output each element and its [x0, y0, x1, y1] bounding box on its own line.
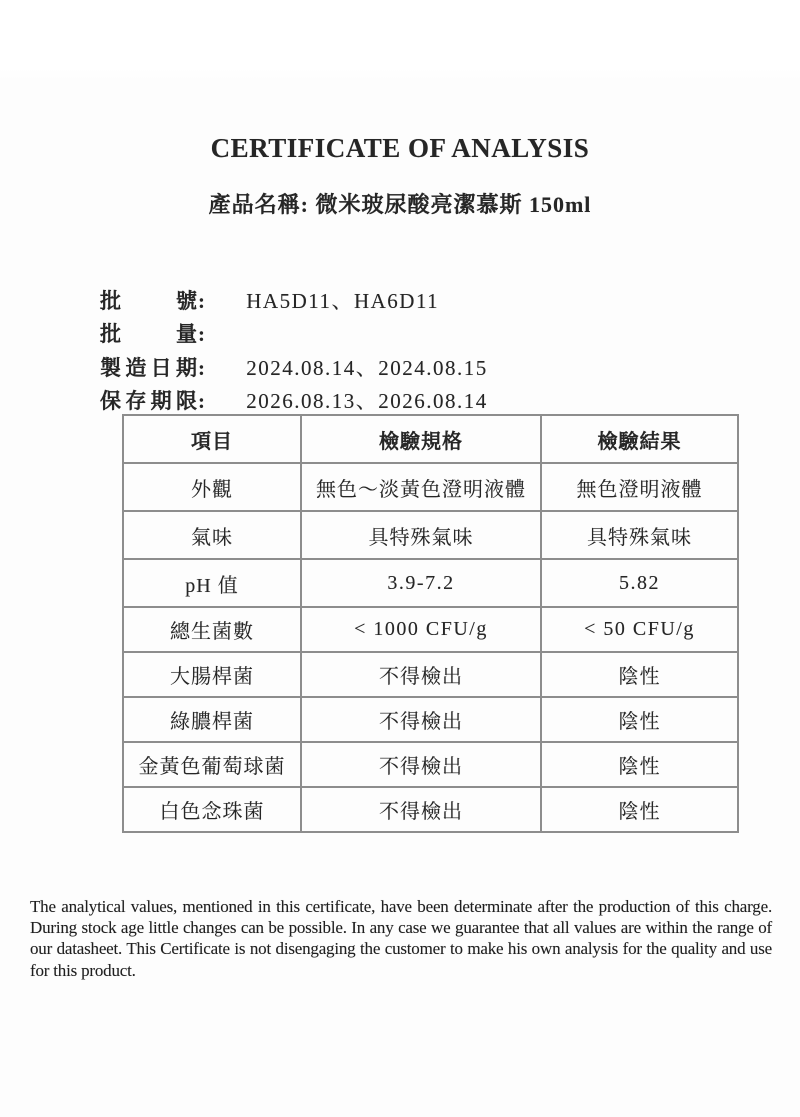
table-cell-spec: 不得檢出: [301, 652, 541, 697]
header-item: 項目: [123, 415, 301, 463]
manufacture-date-line: [100, 352, 660, 385]
table-header-row: [123, 415, 738, 463]
table-row-odor: [123, 511, 738, 559]
table-cell-spec: 不得檢出: [301, 787, 541, 832]
expiry-date-colon: :: [198, 389, 205, 414]
table-cell-result: 陰性: [541, 742, 738, 787]
table-cell-spec: 3.9-7.2: [301, 559, 541, 607]
table-cell-item: 氣味: [123, 511, 301, 559]
table-cell-item: 外觀: [123, 463, 301, 511]
batch-info-block: [100, 285, 660, 419]
table-row-total-bacteria: [123, 607, 738, 652]
table-cell-item: 大腸桿菌: [123, 652, 301, 697]
batch-number-label: 批號: [100, 289, 197, 313]
manufacture-date-colon: :: [198, 355, 205, 380]
table-cell-result: 具特殊氣味: [541, 511, 738, 559]
table-row-candida: [123, 787, 738, 832]
certificate-title: CERTIFICATE OF ANALYSIS: [210, 133, 590, 163]
table-cell-item: pH 值: [123, 559, 301, 607]
header-result: 檢驗結果: [541, 415, 738, 463]
batch-number-line: [100, 285, 660, 318]
table-cell-item: 總生菌數: [123, 607, 301, 652]
batch-number-colon: :: [198, 289, 205, 313]
table-cell-spec: 具特殊氣味: [301, 511, 541, 559]
expiry-date-value: 2026.08.13、2026.08.14: [246, 389, 488, 414]
product-name-line: [0, 188, 800, 219]
product-name-value: 微米玻尿酸亮潔慕斯 150ml: [315, 192, 592, 217]
table-cell-item: 金黃色葡萄球菌: [123, 742, 301, 787]
batch-number-value: HA5D11、HA6D11: [246, 289, 440, 313]
table-cell-result: 陰性: [541, 697, 738, 742]
table-cell-spec: < 1000 CFU/g: [301, 607, 541, 652]
manufacture-date-value: 2024.08.14、2024.08.15: [246, 355, 488, 380]
product-name-label: 產品名稱:: [208, 192, 309, 217]
batch-quantity-label: 批量: [100, 322, 197, 347]
footer-disclaimer: The analytical values, mentioned in this certificate, have been determinate after the production of this charge. During stock age little changes can be possible. In any case we guarantee that all values are within the range of our datasheet. This Certificate is not disengaging the customer to make his own analysis for the quality and use for this product.: [30, 897, 772, 980]
batch-quantity-line: [100, 318, 660, 351]
table-cell-spec: 無色～淡黃色澄明液體: [301, 463, 541, 511]
manufacture-date-label: 製造日期: [100, 355, 197, 380]
table-cell-result: 陰性: [541, 652, 738, 697]
expiry-date-label: 保存期限: [100, 389, 197, 414]
table-row-appearance: [123, 463, 738, 511]
batch-quantity-colon: :: [198, 322, 205, 347]
table-cell-spec: 不得檢出: [301, 742, 541, 787]
table-cell-result: 無色澄明液體: [541, 463, 738, 511]
table-row-ecoli: [123, 652, 738, 697]
table-row-staph-aureus: [123, 742, 738, 787]
table-row-ph: [123, 559, 738, 607]
table-cell-spec: 不得檢出: [301, 697, 541, 742]
analysis-table: [122, 414, 739, 833]
table-cell-result: < 50 CFU/g: [541, 607, 738, 652]
table-cell-item: 綠膿桿菌: [123, 697, 301, 742]
header-spec: 檢驗規格: [301, 415, 541, 463]
table-cell-result: 5.82: [541, 559, 738, 607]
table-cell-result: 陰性: [541, 787, 738, 832]
table-row-pseudomonas: [123, 697, 738, 742]
table-cell-item: 白色念珠菌: [123, 787, 301, 832]
